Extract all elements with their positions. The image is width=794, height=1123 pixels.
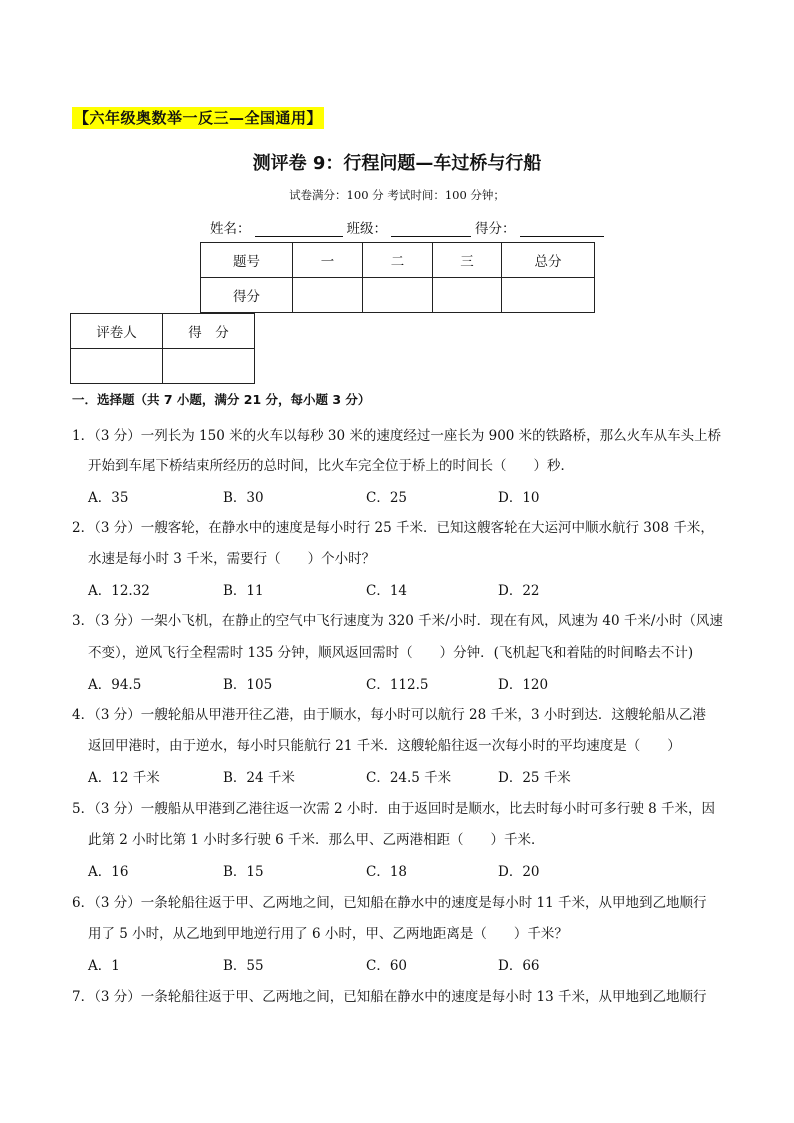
question-4-option-d[interactable]: D．25 千米 <box>498 770 571 786</box>
question-3-option-a[interactable]: A．94.5 <box>88 677 142 693</box>
question-6-option-a[interactable]: A．1 <box>88 958 120 974</box>
question-2-option-c[interactable]: C．14 <box>366 583 408 599</box>
question-4-line2: 返回甲港时，由于逆水，每小时只能航行 21 千米．这艘轮船往返一次每小时的平均速度是（ ） <box>88 738 681 754</box>
question-2-option-a[interactable]: A．12.32 <box>88 583 150 599</box>
question-6-line2: 用了 5 小时，从乙地到甲地逆行用了 6 小时，甲、乙两地距离是（ ）千米？ <box>88 926 568 942</box>
question-4-option-b[interactable]: B．24 千米 <box>223 770 295 786</box>
question-7-line1: 7．（3 分）一条轮船往返于甲、乙两地之间，已知船在静水中的速度是每小时 13 千米，从甲地到乙地顺行 <box>72 989 707 1005</box>
question-6-option-c[interactable]: C．60 <box>366 958 408 974</box>
question-6-line1: 6．（3 分）一条轮船往返于甲、乙两地之间，已知船在静水中的速度是每小时 11 千米，从甲地到乙地顺行 <box>72 895 707 911</box>
question-2-option-d[interactable]: D．22 <box>498 583 540 599</box>
student-info <box>210 217 608 237</box>
score-row-label: 得分 <box>201 278 293 313</box>
grader-cell[interactable] <box>163 349 255 384</box>
question-4-option-a[interactable]: A．12 千米 <box>88 770 160 786</box>
score-cell[interactable] <box>502 278 595 313</box>
class-label: 班级： <box>346 221 387 237</box>
question-6-option-d[interactable]: D．66 <box>498 958 540 974</box>
question-1-line1: 1．（3 分）一列长为 150 米的火车以每秒 30 米的速度经过一座长为 900 米的铁路桥，那么火车从车头上桥 <box>72 428 722 444</box>
question-5-line1: 5．（3 分）一艘船从甲港到乙港往返一次需 2 小时．由于返回时是顺水，比去时每小时可多行驶 8 千米，因 <box>72 801 716 817</box>
name-blank[interactable] <box>255 220 343 237</box>
page-title: 测评卷 9：行程问题—车过桥与行船 <box>252 153 542 174</box>
question-3-line1: 3．（3 分）一架小飞机，在静止的空气中飞行速度为 320 千米/小时．现在有风，风速为 40 千米/小时（风速 <box>72 613 723 629</box>
score-cell[interactable] <box>363 278 433 313</box>
question-1-option-c[interactable]: C．25 <box>366 490 408 506</box>
grader-cell[interactable] <box>71 349 163 384</box>
question-3-option-c[interactable]: C．112.5 <box>366 677 429 693</box>
score-header-cell: 题号 <box>201 243 293 278</box>
question-3-option-b[interactable]: B．105 <box>223 677 273 693</box>
question-6-option-b[interactable]: B．55 <box>223 958 264 974</box>
grader-table <box>70 313 255 384</box>
question-5-option-b[interactable]: B．15 <box>223 864 264 880</box>
grader-header-cell: 评卷人 <box>71 314 163 349</box>
question-2-line1: 2．（3 分）一艘客轮，在静水中的速度是每小时行 25 千米．已知这艘客轮在大运河中顺水航行 308 千米， <box>72 520 714 536</box>
score-header-cell: 一 <box>293 243 363 278</box>
score-header-cell: 三 <box>433 243 502 278</box>
question-5-line2: 此第 2 小时比第 1 小时多行驶 6 千米．那么甲、乙两港相距（ ）千米． <box>88 832 545 848</box>
name-label: 姓名： <box>210 221 251 237</box>
score-label: 得分： <box>475 221 516 237</box>
grader-header-cell: 得 分 <box>163 314 255 349</box>
question-5-option-a[interactable]: A．16 <box>88 864 129 880</box>
header-banner: 【六年级奥数举一反三—全国通用】 <box>74 109 323 127</box>
question-1-option-a[interactable]: A．35 <box>88 490 129 506</box>
question-4-option-c[interactable]: C．24.5 千米 <box>366 770 452 786</box>
question-1-line2: 开始到车尾下桥结束所经历的总时间，比火车完全位于桥上的时间长（ ）秒． <box>88 458 574 474</box>
score-cell[interactable] <box>293 278 363 313</box>
question-5-option-c[interactable]: C．18 <box>366 864 408 880</box>
question-2-line2: 水速是每小时 3 千米，需要行（ ）个小时？ <box>88 551 376 567</box>
question-4-line1: 4．（3 分）一艘轮船从甲港开往乙港，由于顺水，每小时可以航行 28 千米，3 小时到达．这艘轮船从乙港 <box>72 707 706 723</box>
score-header-cell: 二 <box>363 243 433 278</box>
score-table <box>200 242 595 313</box>
question-2-option-b[interactable]: B．11 <box>223 583 264 599</box>
score-cell[interactable] <box>433 278 502 313</box>
score-header-cell: 总分 <box>502 243 595 278</box>
question-3-option-d[interactable]: D．120 <box>498 677 549 693</box>
question-1-option-b[interactable]: B．30 <box>223 490 264 506</box>
class-blank[interactable] <box>391 220 471 237</box>
exam-meta: 试卷满分：100 分 考试时间：100 分钟； <box>289 188 505 202</box>
question-5-option-d[interactable]: D．20 <box>498 864 540 880</box>
question-1-option-d[interactable]: D．10 <box>498 490 540 506</box>
score-blank[interactable] <box>520 220 604 237</box>
section-title: 一．选择题（共 7 小题，满分 21 分，每小题 3 分） <box>72 392 371 407</box>
question-3-line2: 不变），逆风飞行全程需时 135 分钟，顺风返回需时（ ）分钟．(飞机起飞和着陆的时间略去不计) <box>88 645 694 661</box>
